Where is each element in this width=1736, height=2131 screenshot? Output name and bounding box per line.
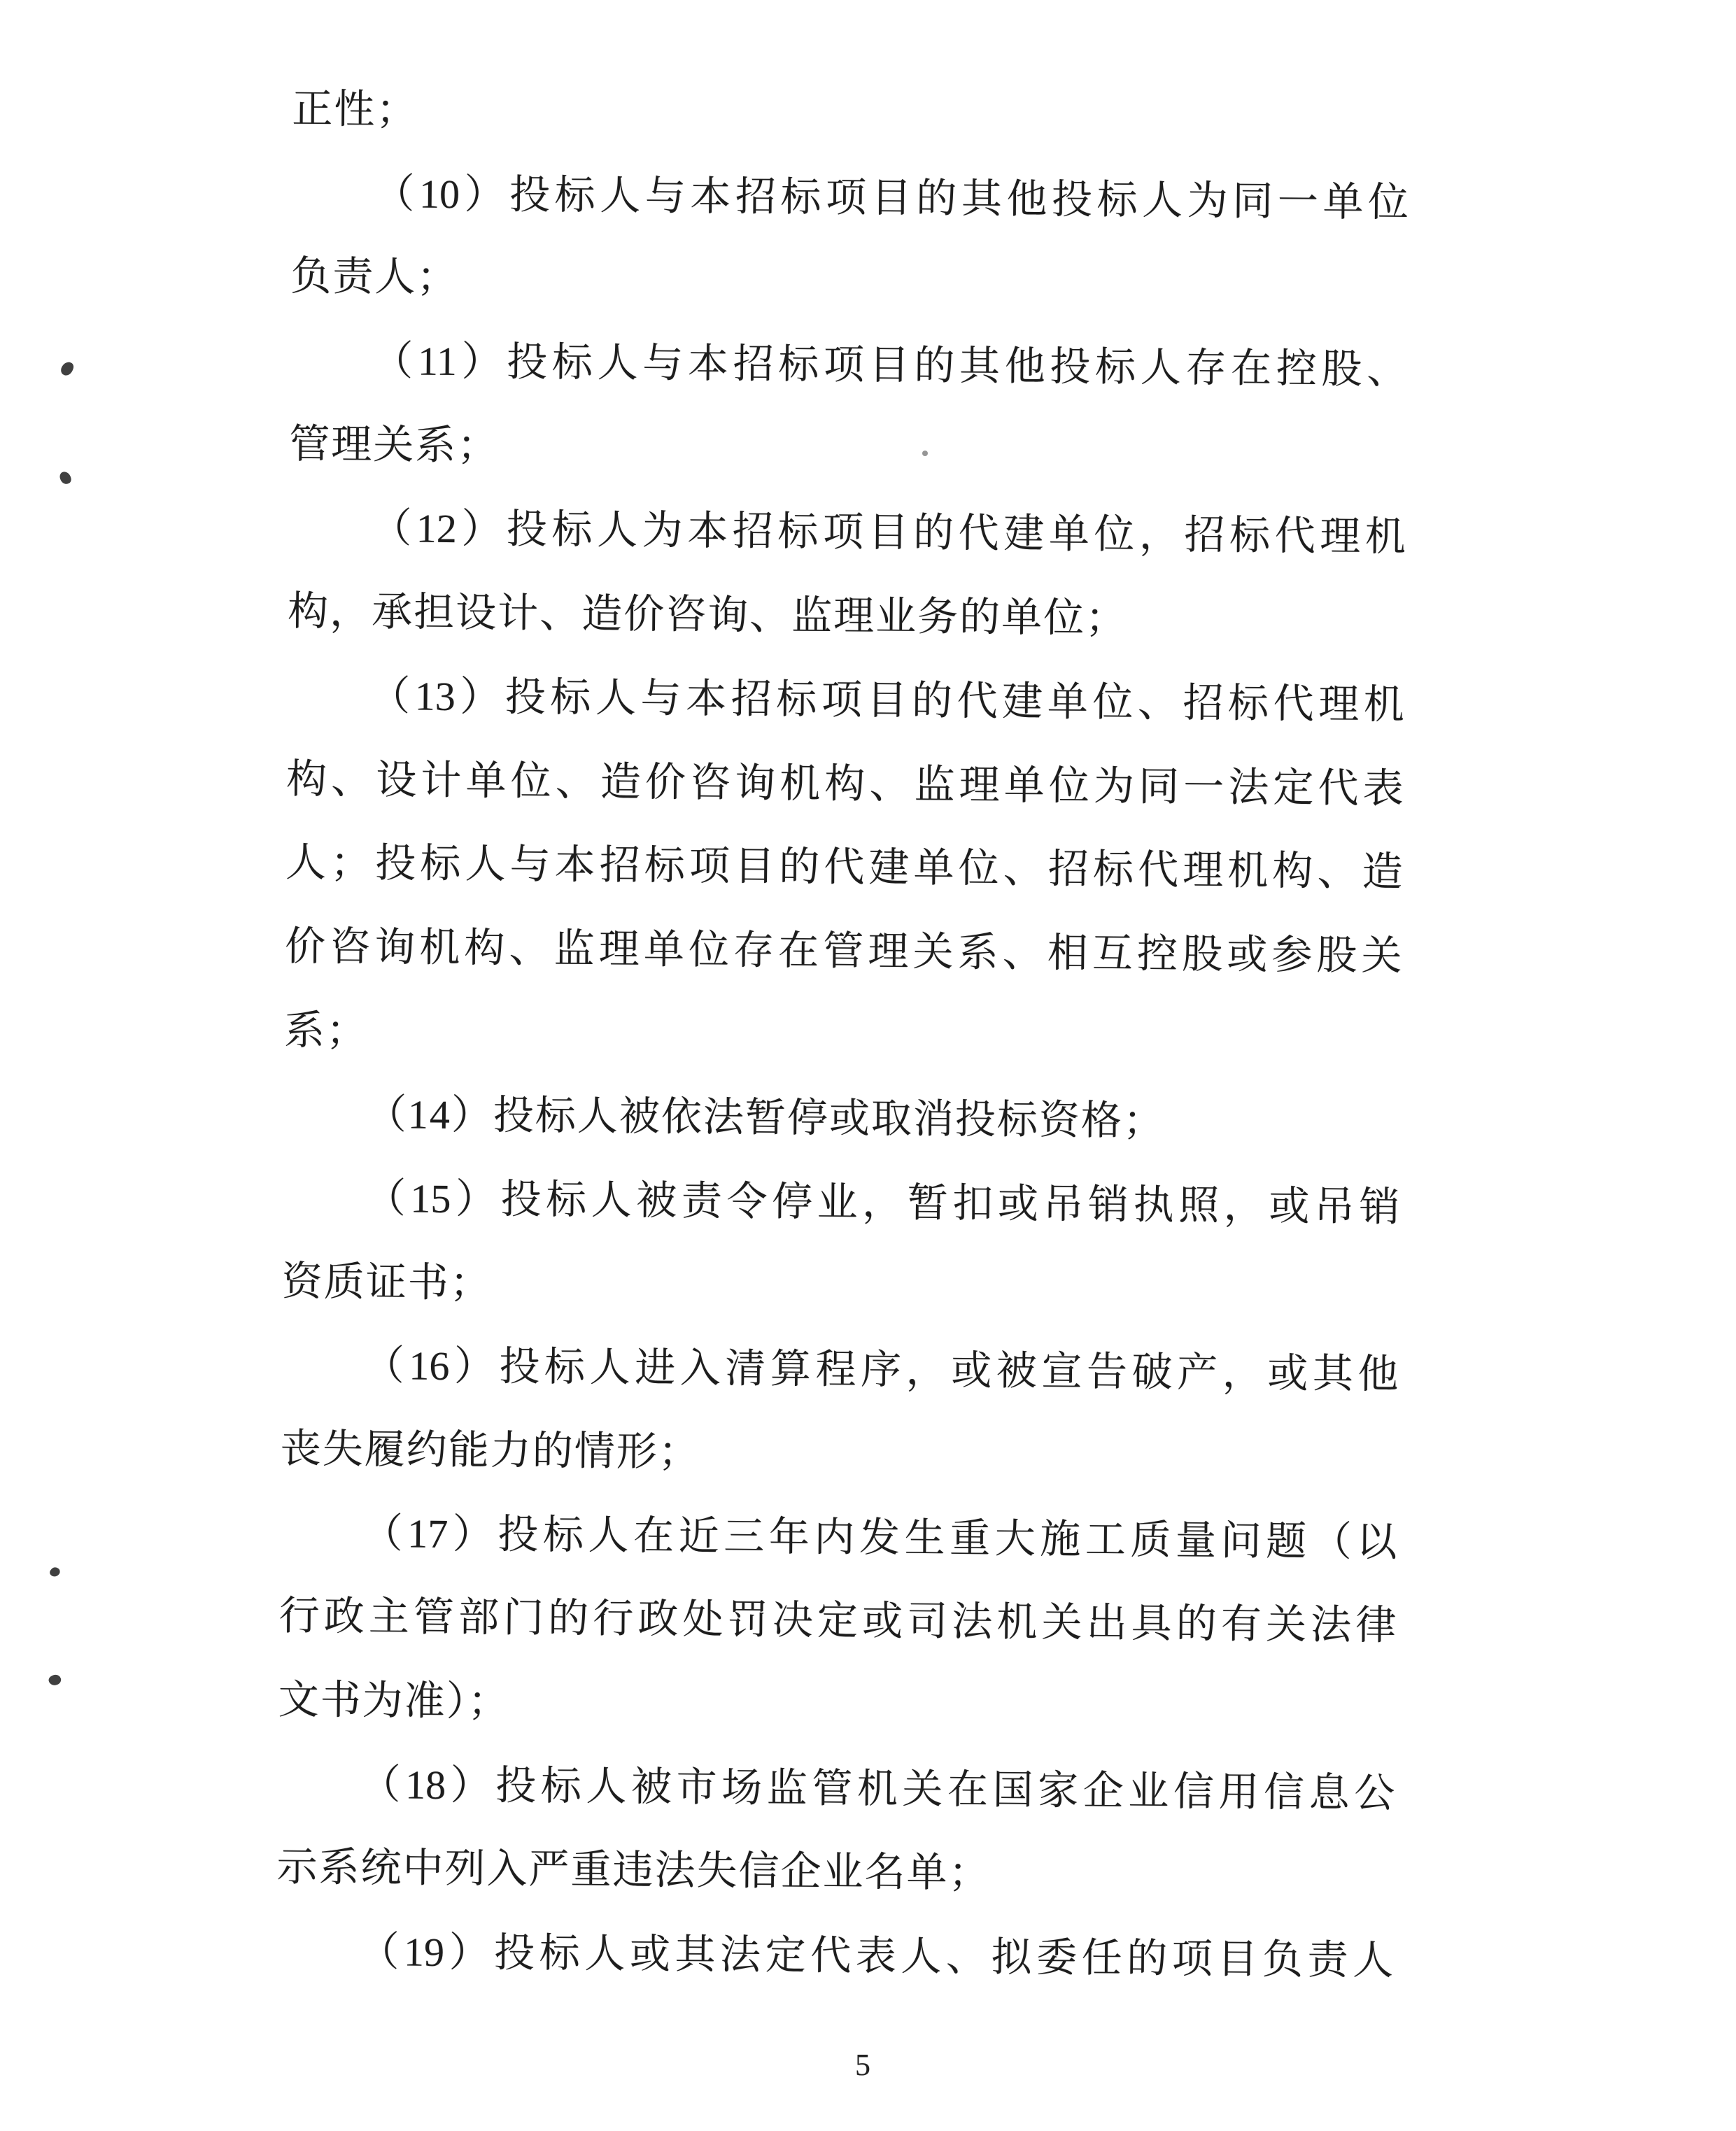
text-line: 价 咨 询 机 构 、 监 理 单 位 存 在 管 理 关 系 、 相 互 控 股 或 参 股 关 [284,923,1402,979]
text-line: （ 19 ） 投 标 人 或 其 法 定 代 表 人 、 拟 委 任 的 项 目 负 责 人 [358,1929,1394,1983]
document-body [276,67,1410,2003]
text-line: 正性； [292,85,418,133]
text-line: （ 16 ） 投 标 人 进 入 清 算 程 序 ， 或 被 宣 告 破 产 ， 或 其 他 [363,1343,1399,1398]
ink-speck [59,360,76,378]
text-line: （ 15 ） 投 标 人 被 责 令 停 业 ， 暂 扣 或 吊 销 执 照 ， 或 吊 销 [365,1175,1400,1230]
text-line: 构 、 设 计 单 位 、 造 价 咨 询 机 构 、 监 理 单 位 为 同 一 法 定 代 表 [285,756,1404,812]
ink-speck [47,1673,62,1687]
text-line: 示系统中列入严重违法失信企业名单； [276,1844,991,1897]
text-line: 管理关系； [289,420,500,469]
text-line: 构，承担设计、造价咨询、监理业务的单位； [287,588,1128,642]
page-number: 5 [855,2048,870,2082]
text-line: 人 ； 投 标 人 与 本 招 标 项 目 的 代 建 单 位 、 招 标 代 理 机 构 、 造 [285,840,1403,895]
text-line: 行 政 主 管 部 门 的 行 政 处 罚 决 定 或 司 法 机 关 出 具 的 有 关 法 律 [278,1593,1397,1649]
text-line: （ 12 ） 投 标 人 为 本 招 标 项 目 的 代 建 单 位 ， 招 标 代 理 机 [370,505,1406,560]
text-line: （ 17 ） 投 标 人 在 近 三 年 内 发 生 重 大 施 工 质 量 问 题 （ 以 [362,1510,1397,1565]
text-line: 负责人； [290,253,459,301]
ink-speck [922,451,928,456]
text-line: 文书为准）； [278,1676,510,1725]
text-line: 系； [283,1007,369,1054]
ink-speck [48,1565,62,1578]
text-line: 丧失履约能力的情形； [280,1425,701,1475]
text-line: 资质证书； [281,1258,493,1306]
text-line: （ 11 ） 投 标 人 与 本 招 标 项 目 的 其 他 投 标 人 存 在 控 股 、 [372,338,1408,392]
text-line: （ 13 ） 投 标 人 与 本 招 标 项 目 的 代 建 单 位 、 招 标 代 理 机 [369,672,1405,728]
text-line: （14）投标人被依法暂停或取消投标资格； [365,1091,1166,1145]
ink-speck [59,470,73,486]
text-line: （ 18 ） 投 标 人 被 市 场 监 管 机 关 在 国 家 企 业 信 用 信 息 公 [360,1761,1395,1816]
text-line: （ 10 ） 投 标 人 与 本 招 标 项 目 的 其 他 投 标 人 为 同 一 单 位 [374,170,1409,225]
